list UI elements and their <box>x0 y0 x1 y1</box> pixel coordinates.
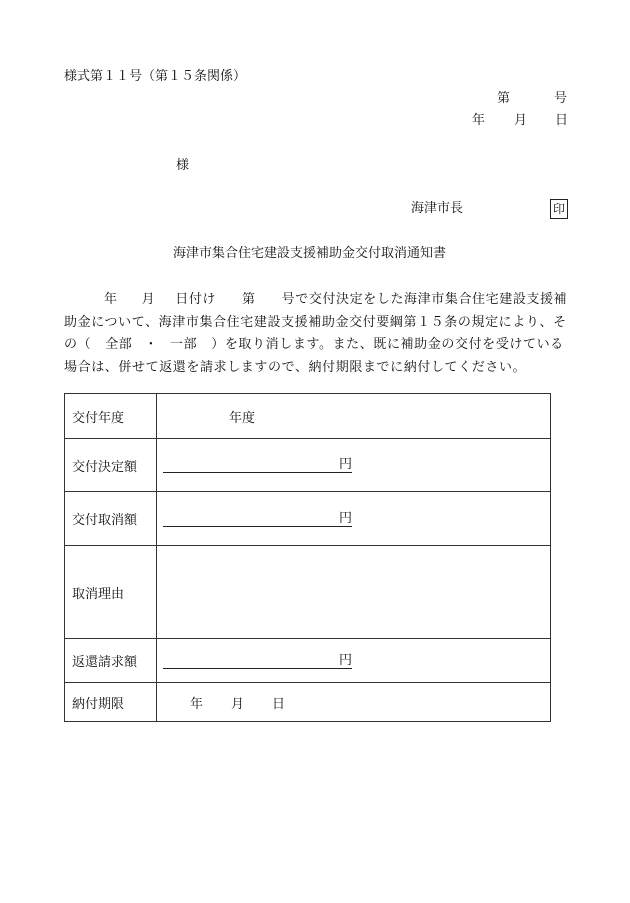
deadline-cell <box>157 683 551 722</box>
decision-amount-label: 交付決定額 <box>65 439 157 492</box>
cancel-amount-yen: 円 <box>339 510 353 526</box>
body-zenbu: 全部 <box>105 337 133 352</box>
cancel-amount-label: 交付取消額 <box>65 492 157 546</box>
table-row <box>65 639 551 683</box>
body-ichibu: 一部 <box>170 337 198 352</box>
form-number: 様式第１１号（第１５条関係） <box>64 69 247 84</box>
table-row <box>65 394 551 439</box>
notice-body <box>64 289 576 379</box>
table-row <box>65 439 551 492</box>
fiscal-year-label: 交付年度 <box>65 394 157 439</box>
body-day: 日付け <box>175 292 217 307</box>
table-row <box>65 546 551 639</box>
refund-amount-cell <box>157 639 551 683</box>
body-main: 号で交付決定をした海津市集合住宅建設支援補助金について、海津市集合住宅建設支援補助金交付要綱第１５条の規定により、その（ <box>64 292 568 352</box>
decision-amount-line <box>163 458 339 473</box>
reason-label: 取消理由 <box>65 546 157 639</box>
decision-amount-cell <box>157 439 551 492</box>
doc-number-go: 号 <box>554 91 568 106</box>
deadline-month: 月 <box>231 696 245 712</box>
cancel-amount-cell <box>157 492 551 546</box>
cancellation-table <box>64 393 551 722</box>
issue-date-day: 日 <box>555 113 569 128</box>
body-month: 月 <box>141 292 156 307</box>
doc-number-dai: 第 <box>497 91 511 106</box>
reason-cell <box>157 546 551 639</box>
cancel-amount-line <box>163 512 339 527</box>
refund-amount-line <box>163 654 339 669</box>
seal-mark: 印 <box>550 199 568 219</box>
refund-amount-label: 返還請求額 <box>65 639 157 683</box>
document-title: 海津市集合住宅建設支援補助金交付取消通知書 <box>173 246 447 261</box>
body-dot: ・ <box>144 337 159 352</box>
addressee-suffix: 様 <box>176 158 190 173</box>
refund-amount-yen: 円 <box>339 652 353 668</box>
deadline-year: 年 <box>190 696 204 712</box>
fiscal-year-value: 年度 <box>229 410 256 426</box>
decision-amount-yen: 円 <box>339 457 353 472</box>
table-row <box>65 492 551 546</box>
body-dai: 第 <box>242 292 256 307</box>
fiscal-year-cell <box>157 394 551 439</box>
issue-date-month: 月 <box>514 113 528 128</box>
body-rest: ）を取り消します。また、既に補助金の交付を受けている場合は、併せて返還を請求しますので、納付期限までに納付してください。 <box>64 337 564 375</box>
issuer-name: 海津市長 <box>411 201 464 216</box>
deadline-day: 日 <box>272 696 286 712</box>
issue-date-year: 年 <box>472 113 486 128</box>
deadline-label: 納付期限 <box>65 683 157 722</box>
table-row <box>65 683 551 722</box>
body-year: 年 <box>104 292 118 307</box>
